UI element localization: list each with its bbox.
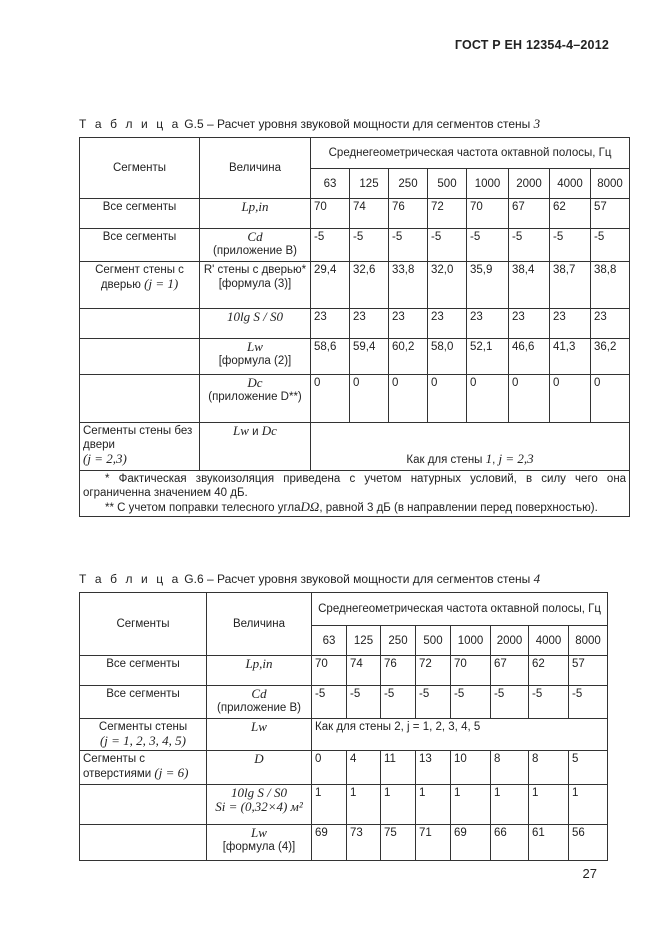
table-g5-value: 41,3	[550, 339, 591, 375]
table-g5-quantity: Lp,in	[200, 199, 311, 229]
table-g6-header-quantity: Величина	[207, 593, 312, 656]
table-g6-value: 72	[416, 656, 451, 686]
table-g6-freq-250: 250	[381, 626, 416, 656]
table-g5-quantity-cell	[200, 262, 311, 309]
table-g6-segment: Сегменты с отверстиями	[83, 753, 152, 780]
table-g5-merged-text: Как для стены	[406, 454, 483, 466]
table-g6-freq-1000: 1000	[451, 626, 491, 656]
table-g5-value: 23	[467, 309, 509, 339]
table-g5-quantity-cell	[200, 375, 311, 423]
table-g5-segment-cell	[80, 423, 200, 471]
table-g5-merged-index: j = 2,3	[498, 451, 534, 466]
table-g6-value: -5	[529, 686, 569, 719]
table-g5-value: 0	[550, 375, 591, 423]
table-g5-value: 67	[509, 199, 550, 229]
table-g5-value: 62	[550, 199, 591, 229]
table-g5-note-2-symbol: DΩ	[300, 499, 320, 514]
table-g5-value: 0	[311, 375, 350, 423]
table-g5-quantity-note: [формула (2)]	[218, 355, 292, 367]
table-g6-quantity: 10lg S / S0	[231, 785, 287, 800]
table-g5-freq-250: 250	[389, 169, 428, 199]
table-g5-value: -5	[311, 229, 350, 262]
table-g6-row	[80, 719, 608, 751]
table-g6-value: -5	[347, 686, 381, 719]
table-g5-value: -5	[467, 229, 509, 262]
table-g5-value: -5	[350, 229, 389, 262]
table-g6-value: 69	[451, 825, 491, 861]
table-g6-value: -5	[491, 686, 529, 719]
table-g6-caption-text: – Расчет уровня звуковой мощности для сегментов стены	[206, 572, 531, 586]
table-g5-freq-500: 500	[428, 169, 467, 199]
table-g5-value: 59,4	[350, 339, 389, 375]
table-g6-value: -5	[416, 686, 451, 719]
table-g5	[79, 137, 630, 517]
table-g5-quantity-cell	[200, 229, 311, 262]
table-g6-quantity: D	[207, 751, 312, 785]
table-g6-value: 73	[347, 825, 381, 861]
table-g6-row	[80, 656, 608, 686]
table-g6-value: -5	[451, 686, 491, 719]
table-g5-note-2-text: ** С учетом поправки телесного угла	[105, 502, 301, 514]
table-g6-value: 1	[569, 785, 608, 825]
table-g5-value: 33,8	[389, 262, 428, 309]
table-g6-segment	[80, 825, 207, 861]
table-g5-value: 60,2	[389, 339, 428, 375]
table-g6-value: 75	[381, 825, 416, 861]
table-g5-value: -5	[509, 229, 550, 262]
table-g5-value: 29,4	[311, 262, 350, 309]
table-g6-value: 8	[529, 751, 569, 785]
table-g6-merged-text: Как для стены 2, j = 1, 2, 3, 4, 5	[312, 719, 608, 751]
table-g6-value: 1	[451, 785, 491, 825]
table-g5-value: 32,6	[350, 262, 389, 309]
table-g5-value: 0	[428, 375, 467, 423]
table-g6-quantity: Lw	[207, 719, 312, 751]
table-g6-value: 13	[416, 751, 451, 785]
table-g5-quantity-note: (приложение В)	[213, 245, 297, 257]
table-g6-freq-4000: 4000	[529, 626, 569, 656]
table-g6-value: 66	[491, 825, 529, 861]
table-g6-quantity: Lw	[251, 825, 267, 840]
table-g5-segment: Сегменты стены без двери	[83, 425, 193, 451]
table-g6-header-frequency: Среднегеометрическая частота октавной полосы, Гц	[312, 593, 608, 626]
table-g5-freq-2000: 2000	[509, 169, 550, 199]
table-g6-quantity: Lp,in	[207, 656, 312, 686]
table-g6-freq-2000: 2000	[491, 626, 529, 656]
table-g5-value: 23	[591, 309, 630, 339]
table-g5-header-frequency: Среднегеометрическая частота октавной полосы, Гц	[311, 138, 630, 169]
table-g5-quantity: Lw	[233, 423, 249, 438]
table-g6-value: 1	[347, 785, 381, 825]
table-g5-segment: Сегмент стены с дверью	[95, 264, 184, 291]
table-g6-quantity: Cd	[251, 686, 267, 701]
table-g6-value: 1	[312, 785, 347, 825]
table-g6-value: 70	[312, 656, 347, 686]
table-g5-freq-63: 63	[311, 169, 350, 199]
page-number: 27	[582, 866, 597, 881]
table-g6-value: 5	[569, 751, 608, 785]
table-g5-value: 0	[350, 375, 389, 423]
table-g6-value: 1	[381, 785, 416, 825]
table-g5-freq-8000: 8000	[591, 169, 630, 199]
table-g6-row	[80, 751, 608, 785]
document-standard-header: ГОСТ Р ЕН 12354-4–2012	[454, 38, 609, 52]
table-g5-quantity: Cd	[247, 229, 263, 244]
table-g6-caption-id: G.6	[184, 572, 204, 586]
table-g6-value: 61	[529, 825, 569, 861]
table-g6-value: 74	[347, 656, 381, 686]
table-g5-value: -5	[389, 229, 428, 262]
table-g6-value: 4	[347, 751, 381, 785]
table-g6-value: 1	[416, 785, 451, 825]
table-g5-segment-cell	[80, 262, 200, 309]
table-g5-freq-1000: 1000	[467, 169, 509, 199]
table-g6-value: 1	[491, 785, 529, 825]
table-g5-note-2	[83, 500, 626, 515]
table-g6-freq-63: 63	[312, 626, 347, 656]
table-g6-row	[80, 785, 608, 825]
table-g6-row	[80, 686, 608, 719]
table-g5-value: 46,6	[509, 339, 550, 375]
table-g5-header-segments: Сегменты	[80, 138, 200, 199]
table-g6-value: 8	[491, 751, 529, 785]
table-g6-header-segments: Сегменты	[80, 593, 207, 656]
table-g5-segment	[80, 309, 200, 339]
table-g6-segment: Все сегменты	[80, 686, 207, 719]
table-g5-segment: Все сегменты	[80, 229, 200, 262]
table-g5-value: 0	[591, 375, 630, 423]
table-g5-row	[80, 309, 630, 339]
table-g6-segment: Сегменты стены	[98, 721, 188, 733]
table-g5-caption-prefix: Т а б л и ц а	[79, 117, 181, 131]
table-g6-quantity-note: [формула (4)]	[222, 841, 296, 853]
table-g6-freq-8000: 8000	[569, 626, 608, 656]
table-g6-value: -5	[381, 686, 416, 719]
table-g6-quantity-cell	[207, 825, 312, 861]
table-g5-segment-index: (j = 1)	[144, 276, 179, 291]
table-g5-row	[80, 423, 630, 471]
table-g6-value: 76	[381, 656, 416, 686]
table-g6-freq-125: 125	[347, 626, 381, 656]
table-g5-value: -5	[550, 229, 591, 262]
table-g5-merged-cell: Как для стены 1, j = 2,3	[311, 423, 630, 471]
table-g6-quantity-cell	[207, 785, 312, 825]
table-g5-caption-id: G.5	[184, 117, 204, 131]
table-g5-note-2-text-end: , равной 3 дБ (в направлении перед поверхностью).	[319, 502, 598, 514]
table-g5-value: -5	[591, 229, 630, 262]
table-g6-caption-wall: 4	[533, 571, 541, 586]
table-g5-value: 23	[350, 309, 389, 339]
table-g6-value: 11	[381, 751, 416, 785]
table-g5-merged-wall: 1	[485, 451, 493, 466]
table-g5-value: 38,8	[591, 262, 630, 309]
table-g5-value: 23	[389, 309, 428, 339]
table-g6-quantity-cell	[207, 686, 312, 719]
table-g5-value: 58,0	[428, 339, 467, 375]
table-g6-segment-index: (j = 6)	[154, 765, 189, 780]
table-g5-segment	[80, 339, 200, 375]
table-g5-value: 38,4	[509, 262, 550, 309]
table-g6-quantity-note: (приложение В)	[217, 702, 301, 714]
table-g5-row	[80, 229, 630, 262]
table-g5-value: 38,7	[550, 262, 591, 309]
table-g5-value: 70	[467, 199, 509, 229]
table-g5-value: 0	[509, 375, 550, 423]
table-g6-segment-cell	[80, 719, 207, 751]
table-g6-value: 71	[416, 825, 451, 861]
table-g5-quantity: R' стены с дверью*	[203, 264, 307, 276]
table-g6-segment-cell	[80, 751, 207, 785]
table-g5-quantity-cell	[200, 423, 311, 471]
table-g6-caption-prefix: Т а б л и ц а	[79, 572, 181, 586]
table-g6-row	[80, 825, 608, 861]
table-g5-caption-wall: 3	[533, 116, 541, 131]
table-g6-value: -5	[312, 686, 347, 719]
table-g5-row	[80, 339, 630, 375]
table-g5-value: 0	[467, 375, 509, 423]
table-g6	[79, 592, 608, 861]
table-g5-quantity-note: (приложение D**)	[208, 391, 302, 403]
table-g5-value: 35,9	[467, 262, 509, 309]
table-g5-note-1: * Фактическая звукоизоляция приведена с учетом натурных условий, в силу чего она ограниченна значением 40 дБ.	[83, 473, 627, 499]
table-g5-quantity-note: [формула (3)]	[218, 278, 292, 290]
table-g6-value: -5	[569, 686, 608, 719]
table-g5-segment	[80, 375, 200, 423]
table-g6-value: 10	[451, 751, 491, 785]
table-g5-value: 76	[389, 199, 428, 229]
table-g5-value: 57	[591, 199, 630, 229]
table-g6-segment-index: (j = 1, 2, 3, 4, 5)	[99, 733, 187, 748]
table-g5-quantity: Dc	[247, 375, 263, 390]
table-g5-value: 0	[389, 375, 428, 423]
table-g5-value: 23	[509, 309, 550, 339]
table-g5-value: 58,6	[311, 339, 350, 375]
table-g6-value: 70	[451, 656, 491, 686]
table-g5-segment: Все сегменты	[80, 199, 200, 229]
table-g6-value: 0	[312, 751, 347, 785]
table-g5-row	[80, 199, 630, 229]
table-g5-notes	[80, 471, 630, 517]
table-g5-value: 32,0	[428, 262, 467, 309]
table-g5-row	[80, 262, 630, 309]
table-g5-notes-row	[80, 471, 630, 517]
table-g6-value: 1	[529, 785, 569, 825]
table-g5-freq-4000: 4000	[550, 169, 591, 199]
table-g5-value: 23	[311, 309, 350, 339]
table-g5-value: 52,1	[467, 339, 509, 375]
table-g5-segment-index: (j = 2,3)	[83, 451, 127, 466]
table-g5-value: -5	[428, 229, 467, 262]
table-g5-caption-text: – Расчет уровня звуковой мощности для сегментов стены	[206, 117, 531, 131]
table-g5-quantity-and: и	[252, 426, 259, 438]
table-g5-quantity: Dc	[261, 423, 277, 438]
table-g5-header-quantity: Величина	[200, 138, 311, 199]
table-g6-segment	[80, 785, 207, 825]
table-g6-quantity-note: Si = (0,32×4) м²	[215, 799, 303, 814]
table-g6-value: 67	[491, 656, 529, 686]
table-g5-quantity: Lw	[247, 339, 263, 354]
table-g6-value: 69	[312, 825, 347, 861]
table-g5-quantity-cell	[200, 339, 311, 375]
table-g6-segment: Все сегменты	[80, 656, 207, 686]
table-g6-value: 56	[569, 825, 608, 861]
table-g5-quantity: 10lg S / S0	[200, 309, 311, 339]
table-g5-value: 23	[428, 309, 467, 339]
table-g6-caption	[79, 571, 540, 587]
table-g5-value: 72	[428, 199, 467, 229]
table-g5-value: 23	[550, 309, 591, 339]
table-g5-value: 36,2	[591, 339, 630, 375]
table-g5-row	[80, 375, 630, 423]
table-g5-value: 70	[311, 199, 350, 229]
table-g6-value: 62	[529, 656, 569, 686]
table-g5-freq-125: 125	[350, 169, 389, 199]
table-g6-freq-500: 500	[416, 626, 451, 656]
table-g5-value: 74	[350, 199, 389, 229]
table-g5-caption	[79, 116, 540, 132]
table-g6-value: 57	[569, 656, 608, 686]
